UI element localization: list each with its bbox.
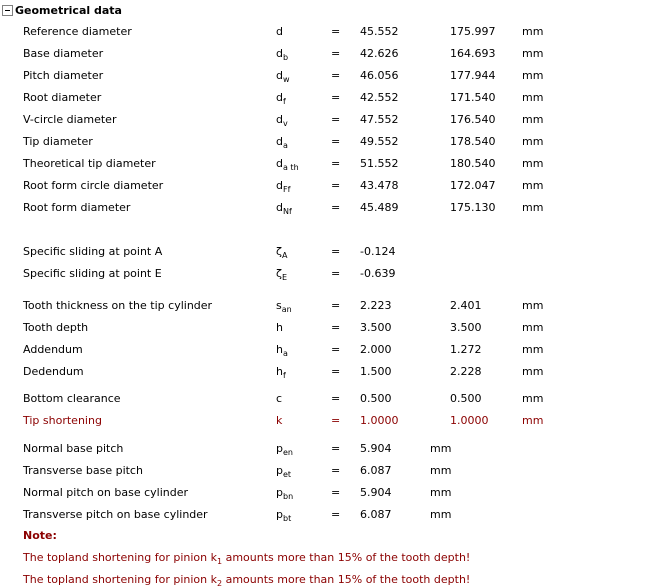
row-symbol: $d_{a th}$ [276,157,299,172]
row-value-gear: 3.500 [450,321,482,334]
row-equals: = [331,69,341,82]
row-label: Root form diameter [23,201,131,214]
row-unit: mm [430,508,452,521]
row-unit: mm [522,25,544,38]
row-unit: mm [522,113,544,126]
row-value-pinion: 45.489 [360,201,399,214]
row-unit: mm [522,91,544,104]
row-equals: = [331,392,341,405]
table-row [0,341,654,359]
table-row [0,265,654,283]
row-value-pinion: 49.552 [360,135,399,148]
section-header [2,2,122,18]
row-value-pinion: 5.904 [360,486,392,499]
row-unit: mm [430,464,452,477]
row-symbol: $p_{bt}$ [276,508,292,523]
table-row [0,243,654,261]
table-row [0,111,654,129]
row-symbol: d [276,25,283,38]
row-value-pinion: 1.0000 [360,414,399,427]
table-row [0,363,654,381]
row-value-gear: 164.693 [450,47,496,60]
row-equals: = [331,135,341,148]
row-unit: mm [522,135,544,148]
table-row [0,199,654,217]
row-value-pinion: 2.000 [360,343,392,356]
table-row [0,155,654,173]
row-value-gear: 1.272 [450,343,482,356]
table-row [0,89,654,107]
row-symbol: $d_a$ [276,135,288,150]
row-label: Base diameter [23,47,104,60]
row-value-pinion: 42.552 [360,91,399,104]
row-value-gear: 171.540 [450,91,496,104]
row-label: Root diameter [23,91,102,104]
row-label: Transverse pitch on base cylinder [23,508,208,521]
row-equals: = [331,25,341,38]
row-symbol: $s_{an}$ [276,299,292,314]
note-line-1: The topland shortening for pinion $k_1$ amounts more than 15% of the tooth depth! [23,551,471,566]
row-label: Theoretical tip diameter [23,157,156,170]
collapse-toggle-icon[interactable] [2,5,13,16]
row-label: Bottom clearance [23,392,121,405]
row-value-pinion: 6.087 [360,464,392,477]
row-equals: = [331,414,341,427]
row-symbol: c [276,392,283,405]
row-equals: = [331,343,341,356]
row-unit: mm [522,365,544,378]
row-value-pinion: 3.500 [360,321,392,334]
row-symbol: $\zeta_E$ [276,267,288,282]
table-row [0,440,654,458]
row-symbol: $h_a$ [276,343,288,358]
row-value-gear: 172.047 [450,179,496,192]
row-equals: = [331,201,341,214]
section-title: Geometrical data [15,3,122,17]
row-label: Addendum [23,343,83,356]
table-row [0,506,654,524]
table-row [0,45,654,63]
row-equals: = [331,179,341,192]
row-value-pinion: -0.124 [360,245,396,258]
row-symbol: $d_{Ff}$ [276,179,291,194]
table-row [0,67,654,85]
row-symbol: $p_{bn}$ [276,486,294,501]
row-equals: = [331,157,341,170]
row-value-pinion: 2.223 [360,299,392,312]
row-symbol: k [276,414,283,427]
row-symbol: $h_f$ [276,365,286,380]
row-value-gear: 178.540 [450,135,496,148]
table-row [0,484,654,502]
row-equals: = [331,442,341,455]
row-equals: = [331,365,341,378]
row-equals: = [331,299,341,312]
row-value-pinion: -0.639 [360,267,396,280]
row-label: Reference diameter [23,25,132,38]
row-value-gear: 0.500 [450,392,482,405]
row-value-pinion: 43.478 [360,179,399,192]
row-label: Tip diameter [23,135,93,148]
row-label: V-circle diameter [23,113,117,126]
table-row [0,390,654,408]
table-row [0,23,654,41]
row-unit: mm [522,343,544,356]
row-value-pinion: 5.904 [360,442,392,455]
row-symbol: $d_b$ [276,47,289,62]
row-symbol: $p_{et}$ [276,464,292,479]
row-unit: mm [430,486,452,499]
row-symbol: $d_w$ [276,69,290,84]
row-label: Tooth thickness on the tip cylinder [23,299,213,312]
row-symbol: $p_{en}$ [276,442,293,457]
row-label: Normal base pitch [23,442,124,455]
row-label: Specific sliding at point E [23,267,162,280]
row-symbol: $d_{Nf}$ [276,201,292,216]
row-value-gear: 177.944 [450,69,496,82]
row-value-pinion: 47.552 [360,113,399,126]
row-value-gear: 2.228 [450,365,482,378]
table-row [0,319,654,337]
note-title: Note: [23,529,57,542]
row-unit: mm [430,442,452,455]
row-unit: mm [522,179,544,192]
note-line-2: The topland shortening for pinion $k_2$ amounts more than 15% of the tooth depth! [23,573,471,588]
row-equals: = [331,508,341,521]
row-equals: = [331,321,341,334]
row-unit: mm [522,392,544,405]
row-unit: mm [522,414,544,427]
row-equals: = [331,267,341,280]
row-equals: = [331,245,341,258]
row-equals: = [331,91,341,104]
row-value-gear: 1.0000 [450,414,489,427]
row-value-gear: 180.540 [450,157,496,170]
row-label: Tooth depth [23,321,89,334]
row-equals: = [331,464,341,477]
row-symbol: h [276,321,283,334]
table-row [0,133,654,151]
row-equals: = [331,486,341,499]
row-unit: mm [522,321,544,334]
row-value-pinion: 46.056 [360,69,399,82]
row-value-pinion: 0.500 [360,392,392,405]
row-value-pinion: 45.552 [360,25,399,38]
row-value-pinion: 42.626 [360,47,399,60]
table-row [0,462,654,480]
row-symbol: $d_v$ [276,113,288,128]
row-value-pinion: 6.087 [360,508,392,521]
row-value-pinion: 51.552 [360,157,399,170]
row-symbol: $\zeta_A$ [276,245,288,260]
row-unit: mm [522,201,544,214]
table-row [0,177,654,195]
row-symbol: $d_f$ [276,91,286,106]
row-label: Normal pitch on base cylinder [23,486,188,499]
row-label: Pitch diameter [23,69,104,82]
row-label: Specific sliding at point A [23,245,163,258]
row-unit: mm [522,299,544,312]
row-unit: mm [522,157,544,170]
row-unit: mm [522,47,544,60]
row-label: Transverse base pitch [23,464,143,477]
table-row [0,412,654,430]
row-value-gear: 175.997 [450,25,496,38]
table-row [0,297,654,315]
row-label: Tip shortening [23,414,102,427]
row-value-gear: 2.401 [450,299,482,312]
row-unit: mm [522,69,544,82]
row-value-gear: 176.540 [450,113,496,126]
row-value-gear: 175.130 [450,201,496,214]
row-label: Dedendum [23,365,84,378]
row-equals: = [331,113,341,126]
row-equals: = [331,47,341,60]
row-label: Root form circle diameter [23,179,164,192]
row-value-pinion: 1.500 [360,365,392,378]
